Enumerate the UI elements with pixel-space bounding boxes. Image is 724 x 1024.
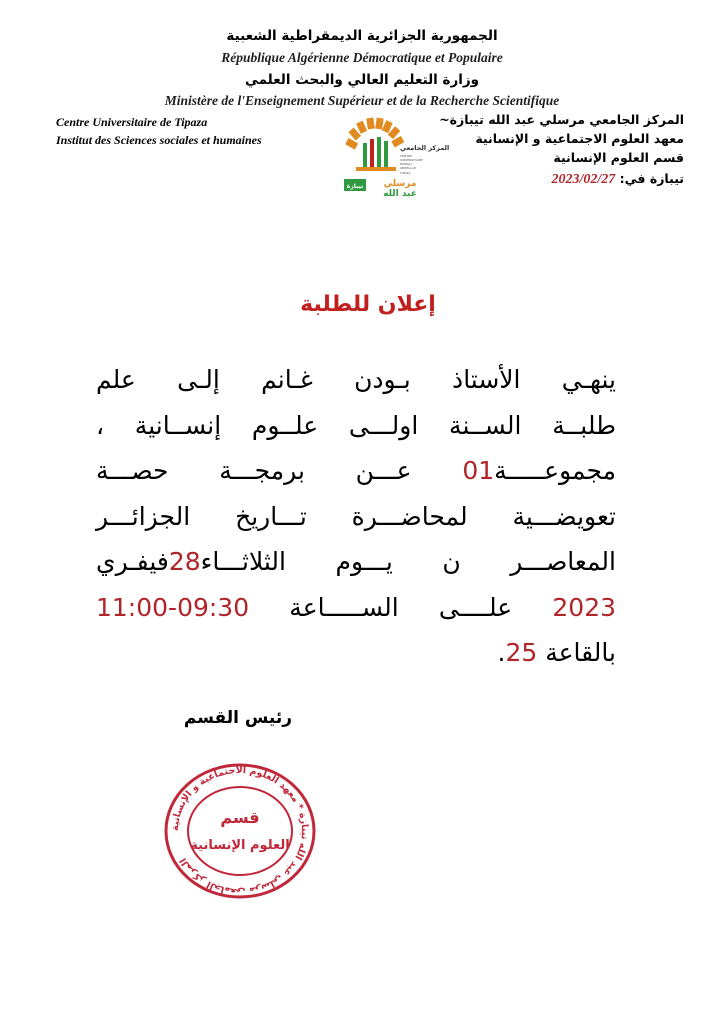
header-left-block [56, 113, 262, 149]
header-fr-republic: République Algérienne Démocratique et Populaire [221, 50, 503, 65]
fr-institute-name: Institut des Sciences sociales et humaines [56, 133, 262, 147]
notice-line-7: بالقاعة 25. [497, 638, 616, 667]
logo-ar-line2: مرسلي [383, 179, 417, 189]
notice-body [96, 357, 616, 676]
fr-center-name: Centre Universitaire de Tipaza [56, 115, 208, 129]
logo-ar-line3: عبد الله [383, 189, 417, 199]
svg-text:ABDELLAH: ABDELLAH [400, 166, 417, 170]
date-label: تيبازة في: [619, 171, 684, 186]
header-ar-ministry: وزارة التعليم العالي والبحث العلمي [244, 72, 480, 88]
logo-tag: تيبازة [346, 183, 364, 190]
header-ar-republic: الجمهورية الجزائرية الديمقراطية الشعبية [226, 28, 498, 44]
ar-institute-name: معهد العلوم الاجتماعية و الإنسانية [475, 131, 684, 146]
time-range: 11:00-09:30 [96, 592, 250, 622]
logo-ar-line1: المركز الجامعي [400, 144, 450, 152]
stamp-ring-text: المركز الجامعي مرسلي عبد الله تيبازة * معهد العلوم الاجتماعية و الإنسانية [169, 764, 311, 898]
notice-line-3: مجموعـــــة01 عـــن برمجـــة حصـــة [96, 456, 616, 485]
svg-text:MORSLI: MORSLI [400, 162, 412, 166]
ar-department-name: قسم العلوم الإنسانية [553, 150, 684, 165]
notice-line-1: ينهـي الأستاذ بـودن غـانم إلـى علم [96, 365, 616, 394]
svg-text:المركز الجامعي مرسلي عبد الله [170, 765, 310, 897]
year-number: 2023 [552, 592, 617, 622]
day-number: 28 [168, 547, 201, 576]
group-number: 01 [462, 456, 495, 485]
stamp-center-line2: العلوم الإنسانية [190, 838, 290, 853]
ar-center-name: المركز الجامعي مرسلي عبد الله تيبازة~ [439, 112, 684, 127]
date-row [414, 167, 684, 192]
notice-line-4: تعويضـــية لمحاضـــرة تـــاريخ الجزائـــر [96, 501, 616, 531]
stamp-center-line1: قسم [220, 808, 260, 827]
room-number: 25 [505, 638, 538, 667]
svg-text:TIPAZA: TIPAZA [400, 171, 411, 175]
signature-title: رئيس القسم [183, 708, 292, 728]
notice-title: إعلان للطلبة [300, 292, 436, 317]
department-stamp [160, 763, 320, 899]
notice-line-6: 2023 علــــى الســـــاعة 11:00-09:30 [96, 592, 617, 622]
header-fr-ministry: Ministère de l'Enseignement Supérieur et de la Recherche Scientifique [164, 93, 560, 108]
notice-line-2: طلبــة الســنة اولـــى علــوم إنســانية ، [96, 410, 616, 440]
svg-text:UNIVERSITAIRE: UNIVERSITAIRE [400, 158, 423, 162]
notice-line-5: المعاصـــر ن يـــوم الثلاثـــاء28فيفـري [96, 547, 616, 576]
date-value: 2023/02/27 [551, 172, 616, 187]
svg-text:CENTRE: CENTRE [400, 154, 413, 158]
header-right-block [414, 110, 684, 192]
